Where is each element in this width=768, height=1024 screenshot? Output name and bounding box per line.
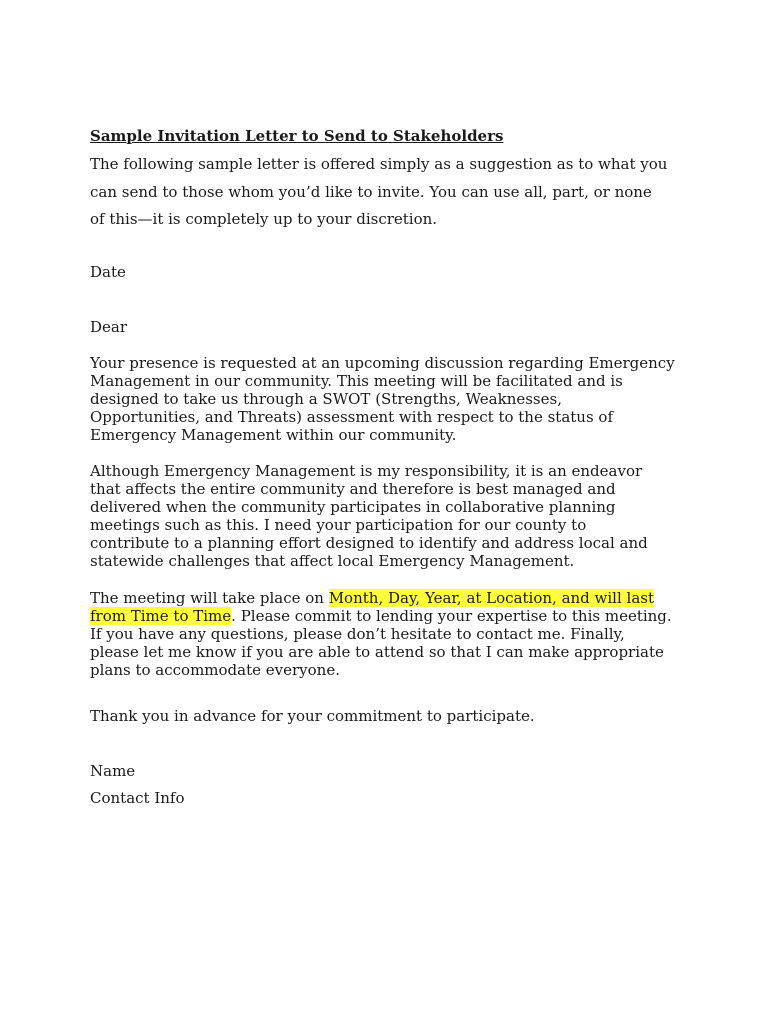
paragraph-line: plans to accommodate everyone. [90, 661, 340, 680]
signature-name: Name [90, 762, 136, 780]
paragraph-line: Your presence is requested at an upcoming discussion regarding Emergency [90, 354, 675, 372]
paragraph-line [90, 607, 690, 625]
paragraph-text: . Please commit to lending your expertise to this meeting. [231, 607, 672, 626]
signature-contact-info: Contact Info [90, 789, 185, 807]
intro-line: The following sample letter is offered simply as a suggestion as to what you [90, 155, 668, 173]
intro-line: can send to those whom you’d like to invite. You can use all, part, or none [90, 182, 652, 201]
paragraph-line: meetings such as this. I need your participation for our county to [90, 516, 587, 535]
paragraph-line: Emergency Management within our community. [90, 426, 457, 445]
intro-line: of this—it is completely up to your discretion. [90, 210, 438, 228]
date-line: Date [90, 263, 126, 281]
document-title: Sample Invitation Letter to Send to Stakeholders [90, 127, 504, 145]
paragraph-text: The meeting will take place on [90, 589, 329, 607]
body-paragraph-1 [90, 354, 690, 444]
highlighted-meeting-details: Month, Day, Year, at Location, and will last [328, 589, 655, 607]
paragraph-line: that affects the entire community and therefore is best managed and [90, 480, 616, 499]
paragraph-line: Opportunities, and Threats) assessment with respect to the status of [90, 408, 614, 427]
highlighted-meeting-time: from Time to Time [90, 607, 232, 626]
paragraph-line: Although Emergency Management is my responsibility, it is an endeavor [90, 462, 643, 480]
paragraph-line: designed to take us through a SWOT (Strengths, Weaknesses, [90, 390, 562, 409]
paragraph-line: statewide challenges that affect local Emergency Management. [90, 552, 575, 571]
body-paragraph-3 [90, 589, 690, 679]
paragraph-line: If you have any questions, please don’t hesitate to contact me. Finally, [90, 625, 625, 644]
paragraph-line: delivered when the community participates in collaborative planning [90, 498, 616, 517]
paragraph-line: Management in our community. This meeting will be facilitated and is [90, 372, 623, 391]
body-paragraph-2 [90, 462, 690, 571]
salutation: Dear [90, 318, 128, 336]
paragraph-line: contribute to a planning effort designed to identify and address local and [90, 534, 648, 553]
paragraph-line: please let me know if you are able to attend so that I can make appropriate [90, 643, 664, 662]
closing-thanks: Thank you in advance for your commitment to participate. [90, 707, 535, 725]
intro-paragraph [90, 151, 690, 234]
paragraph-line [90, 589, 690, 607]
